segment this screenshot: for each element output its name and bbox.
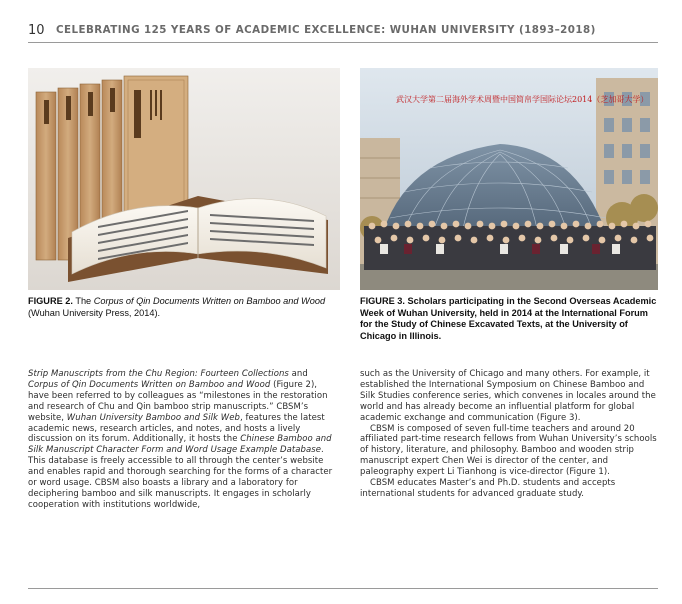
- body-paragraph: CBSM educates Master’s and Ph.D. students and accepts international students for advanced graduate study.: [360, 478, 616, 499]
- body-text: and: [291, 369, 308, 379]
- body-paragraph: CBSM is composed of seven full-time teachers and around 20 affiliated part-time research fellows from Wuhan University’s schools of history, literature, and philosophy. Bamboo and wooden strip manuscript expert Chen Wei is director of the center, and paleography expert Li Tianhong is vice-director (Figure 1).: [360, 423, 657, 478]
- page-header: [28, 20, 658, 40]
- body-text: , features the latest academic news, research articles, and notes, and hosts a lively discussion on its forum. Additionally, it hosts the: [28, 412, 325, 445]
- body-text: (Figure 2), have been referred to by colleagues as “milestones in the restoration and research of Chu and Qin bamboo strip manuscripts.” CBSM’s website,: [28, 379, 328, 423]
- running-head: CELEBRATING 125 YEARS OF ACADEMIC EXCELLENCE: WUHAN UNIVERSITY (1893–2018): [56, 24, 596, 36]
- figure-3-caption: [360, 296, 658, 342]
- scholars-group: [364, 221, 656, 270]
- body-column-left: [28, 369, 340, 511]
- figure-3-caption-text: Scholars participating in the Second Overseas Academic Week of Wuhan University, held in 2014 at the International Forum for the Study of Chinese Excavated Texts, at the University of Chicago in Illinois.: [360, 296, 657, 341]
- title-chu-strip-manuscripts: Strip Manuscripts from the Chu Region: Fourteen Collections: [28, 369, 289, 379]
- page-number: 10: [28, 22, 45, 38]
- body-paragraph: [28, 369, 340, 511]
- banner-text: 武汉大学第二届海外学术周暨中国简帛学国际论坛2014（芝加哥大学）: [396, 95, 649, 104]
- footer-rule: [28, 588, 658, 589]
- figure-2-caption-title: Corpus of Qin Documents Written on Bamboo and Wood: [93, 296, 326, 306]
- figure-2-caption-pre: The: [75, 296, 94, 306]
- figure-2-image: [28, 68, 340, 290]
- title-corpus-qin-documents: Corpus of Qin Documents Written on Bamboo and Wood: [28, 379, 271, 390]
- figure-2-label: FIGURE 2.: [28, 296, 73, 306]
- title-manuscript-database: Chinese Bamboo and Silk Manuscript Character Form and Word Usage Example Database: [28, 434, 332, 456]
- title-bamboo-silk-web: Wuhan University Bamboo and Silk Web: [66, 412, 240, 423]
- figure-2-caption-post: (Wuhan University Press, 2014).: [28, 307, 161, 318]
- header-rule: [28, 42, 658, 43]
- figure-2-caption: [28, 296, 340, 319]
- body-paragraph: such as the University of Chicago and many others. For example, it established the International Symposium on Chinese Bamboo and Silk Studies conference series, which convenes in locales around the world and has already become an influential platform for global academic exchange and communication (Figure 3).: [360, 369, 656, 423]
- body-text: . This database is freely accessible to all through the center’s website and enables rapid and thorough searching for the forms of a character or word usage. CBSM also boasts a library and a laboratory for deciphering bamboo and silk manuscripts. It engages in scholarly cooperation with institutions worldwide,: [28, 445, 333, 510]
- body-column-right: [360, 369, 658, 500]
- figure-3-image: [360, 68, 658, 290]
- figure-3-label: FIGURE 3.: [360, 296, 405, 306]
